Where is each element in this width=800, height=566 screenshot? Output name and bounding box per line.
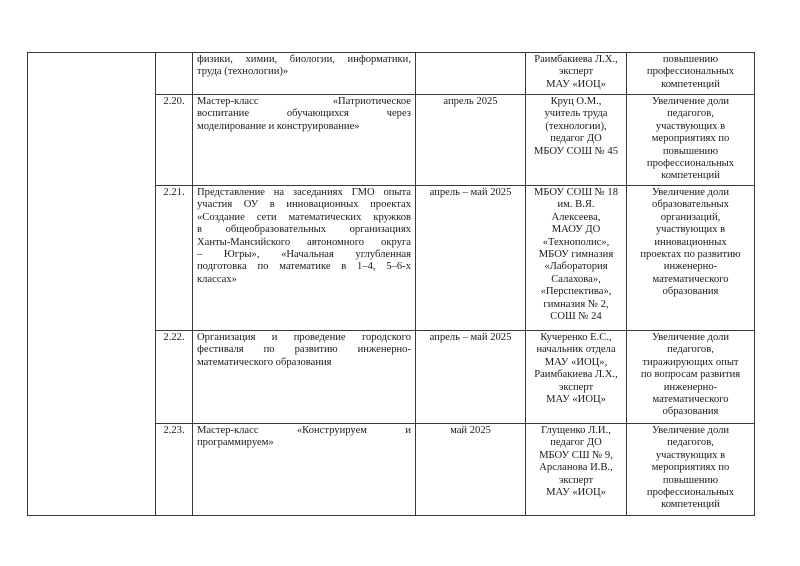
responsible-cell: Раимбакиева Л.Х., эксперт МАУ «ИОЦ» [526,53,627,95]
activity-term: май 2025 [416,424,526,516]
expected-result-cell: повышению профессиональных компетенций [627,53,755,95]
activity-term: апрель – май 2025 [416,186,526,331]
row-number: 2.21. [156,186,193,331]
activity-title: Мастер-класс «Конструируем и программируем» [193,424,416,516]
responsible-cell: Глущенко Л.И., педагог ДО МБОУ СШ № 9, Арсланова И.В., эксперт МАУ «ИОЦ» [526,424,627,516]
activity-term [416,53,526,95]
row-number [156,53,193,95]
row-number: 2.23. [156,424,193,516]
activity-title: Представление на заседаниях ГМО опыта участия ОУ в инновационных проектах «Создание сети математических кружков в общеобразовательных организациях Ханты-Мансийского автономного округа – Югры», «Начальная углубленная подготовка по математике в 1–4, 5–6-х классах» [193,186,416,331]
expected-result-cell: Увеличение доли педагогов, тиражирующих опыт по вопросам развития инженерно- математического образования [627,331,755,424]
row-number: 2.20. [156,95,193,186]
expected-result-cell: Увеличение доли педагогов, участвующих в мероприятиях по повышению профессиональных компетенций [627,95,755,186]
activity-title: Мастер-класс «Патриотическое воспитание обучающихся через моделирование и конструирование» [193,95,416,186]
activity-title: физики, химии, биологии, информатики, труда (технологии)» [193,53,416,95]
activity-term: апрель 2025 [416,95,526,186]
activity-title: Организация и проведение городского фестиваля по развитию инженерно- математического образования [193,331,416,424]
row-number: 2.22. [156,331,193,424]
activity-plan-table [27,52,755,516]
section-cell [28,53,156,516]
activity-term: апрель – май 2025 [416,331,526,424]
responsible-cell: Кучеренко Е.С., начальник отдела МАУ «ИОЦ», Раимбакиева Л.Х., эксперт МАУ «ИОЦ» [526,331,627,424]
responsible-cell: МБОУ СОШ № 18 им. В.Я. Алексеева, МАОУ ДО «Технополис», МБОУ гимназия «Лаборатория Салахова», «Перспектива», гимназия № 2, СОШ № 24 [526,186,627,331]
table-row [28,53,755,95]
expected-result-cell: Увеличение доли образовательных организаций, участвующих в инновационных проектах по развитию инженерно- математического образования [627,186,755,331]
expected-result-cell: Увеличение доли педагогов, участвующих в мероприятиях по повышению профессиональных компетенций [627,424,755,516]
responsible-cell: Круц О.М., учитель труда (технологии), педагог ДО МБОУ СОШ № 45 [526,95,627,186]
